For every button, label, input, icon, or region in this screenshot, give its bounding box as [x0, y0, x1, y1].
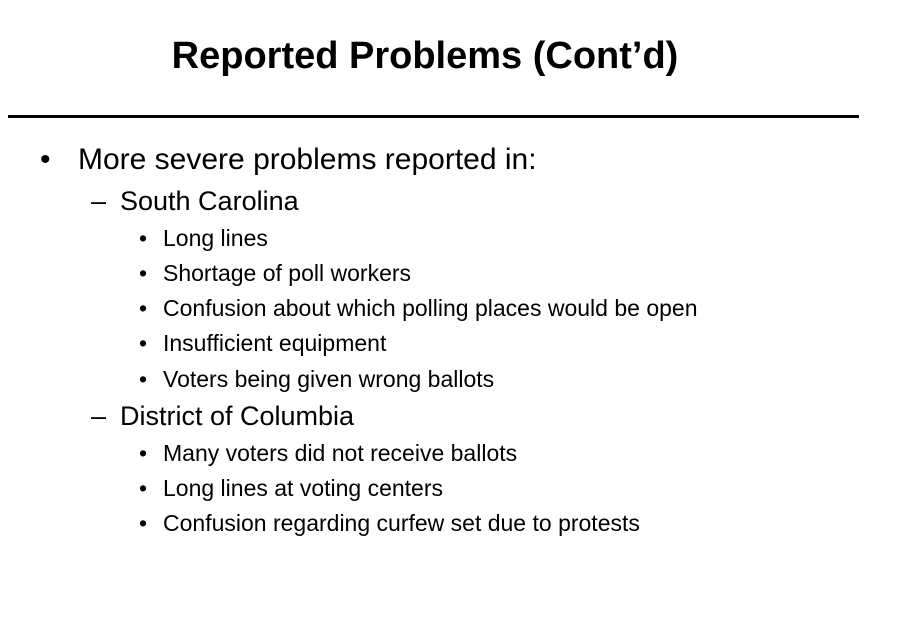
list-item — [139, 225, 268, 252]
list-item — [139, 295, 697, 322]
list-item-text: Shortage of poll workers — [163, 260, 412, 286]
bullet-marker: • — [139, 295, 148, 321]
list-item — [139, 510, 640, 537]
list-item — [139, 330, 386, 357]
list-item-text: Confusion about which polling places would be open — [163, 295, 698, 321]
bullet-marker: • — [139, 366, 148, 392]
list-item-text: Long lines at voting centers — [163, 475, 444, 501]
section-heading-south-carolina — [91, 186, 299, 217]
list-item-text: Long lines — [163, 225, 268, 251]
main-bullet — [40, 143, 537, 177]
section-heading-text: District of Columbia — [120, 401, 355, 431]
dash-marker: – — [91, 401, 107, 431]
section-heading-text: South Carolina — [120, 186, 299, 216]
bullet-marker: • — [139, 330, 148, 356]
bullet-marker: • — [139, 260, 148, 286]
bullet-marker: • — [40, 143, 51, 176]
list-item-text: Confusion regarding curfew set due to protests — [163, 510, 640, 536]
section-heading-district-of-columbia — [91, 401, 354, 432]
list-item — [139, 440, 517, 467]
bullet-marker: • — [139, 510, 148, 536]
bullet-marker: • — [139, 475, 148, 501]
main-bullet-text: More severe problems reported in: — [78, 143, 537, 176]
list-item-text: Many voters did not receive ballots — [163, 440, 518, 466]
list-item-text: Insufficient equipment — [163, 330, 387, 356]
bullet-marker: • — [139, 440, 148, 466]
list-item — [139, 366, 494, 393]
list-item — [139, 475, 443, 502]
list-item — [139, 260, 411, 287]
bullet-marker: • — [139, 225, 148, 251]
slide-title: Reported Problems (Cont’d) — [171, 35, 679, 77]
dash-marker: – — [91, 186, 107, 216]
list-item-text: Voters being given wrong ballots — [163, 366, 495, 392]
